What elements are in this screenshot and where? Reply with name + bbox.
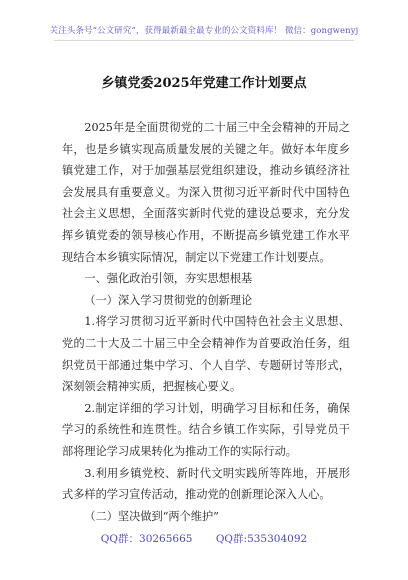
item-paragraph-2: 2.制定详细的学习计划，明确学习目标和任务，确保学习的系统性和连贯性。结合乡镇工作实际，引导党员干部将理论学习成果转化为推动工作的实际行动。 xyxy=(62,401,350,458)
footer-contact xyxy=(0,531,408,546)
subsection-heading-1: （一）深入学习贯彻党的创新理论 xyxy=(84,293,253,307)
footer-qq-group-1: QQ群：30265665 xyxy=(100,533,193,545)
item-paragraph-3: 3.利用乡镇党校、新时代文明实践所等阵地，开展形式多样的学习宣传活动，推动党的创新理论深入人心。 xyxy=(62,466,350,502)
footer-qq-group-2: QQ群:535304092 xyxy=(215,533,308,545)
document-title: 乡镇党委2025年党建工作计划要点 xyxy=(101,76,307,91)
document-body xyxy=(62,117,350,527)
subsection-heading-2: （二）坚决做到“两个维护” xyxy=(84,509,219,523)
item-paragraph-1: 1.将学习贯彻习近平新时代中国特色社会主义思想、党的二十大及二十届三中全会精神作为首要政治任务，组织党员干部通过集中学习、个人自学、专题研讨等形式，深刻领会精神实质，把握核心要义。 xyxy=(62,315,350,394)
intro-paragraph: 2025年是全面贯彻党的二十届三中全会精神的开局之年，也是乡镇实现高质量发展的关键之年。做好本年度乡镇党建工作，对于加强基层党组织建设，推动乡镇经济社会发展具有重要意义。为深入贯彻习近平新时代中国特色社会主义思想，全面落实新时代党的建设总要求，充分发挥乡镇党委的领导核心作用，不断提高乡镇党建工作水平现结合本乡镇实际情况，制定以下党建工作计划要点。 xyxy=(62,121,350,264)
section-heading-1: 一、强化政治引领，夯实思想根基 xyxy=(84,272,253,286)
header-divider xyxy=(54,40,354,41)
header-banner: 关注头条号“公文研究”，获得最新最全最专业的公文资料库！ 微信：gongwenyj xyxy=(49,26,359,36)
